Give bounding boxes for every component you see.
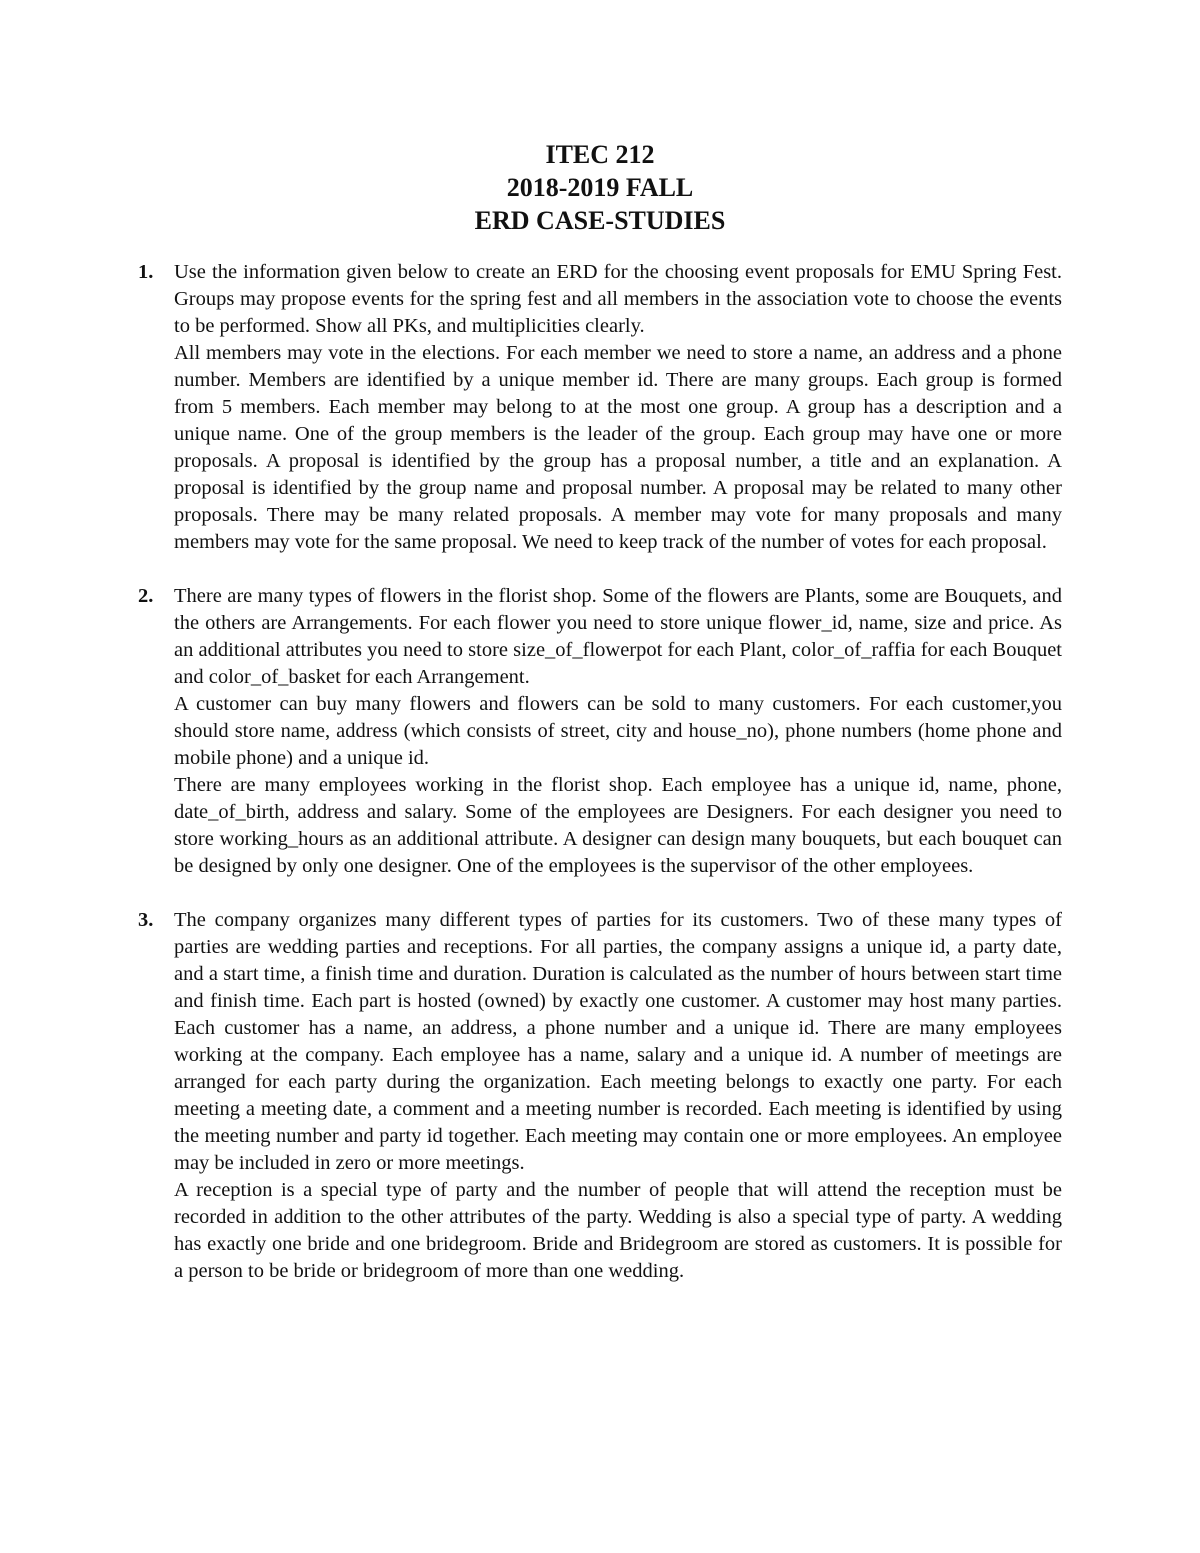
question-paragraph: Use the information given below to create an ERD for the choosing event proposals for EMU Spring Fest. Groups may propose events for the spring fest and all members in the association vote to choose the events to be performed. Show all PKs, and multiplicities clearly. [174,261,1062,337]
question-3 [138,907,1062,1285]
question-paragraph: There are many types of flowers in the florist shop. Some of the flowers are Plants, some are Bouquets, and the others are Arrangements. For each flower you need to store unique flower_id, name, size and price. As an additional attributes you need to store size_of_flowerpot for each Plant, color_of_raffia for each Bouquet and color_of_basket for each Arrangement. [174,585,1062,688]
question-paragraph: All members may vote in the elections. For each member we need to store a name, an address and a phone number. Members are identified by a unique member id. There are many groups. Each group is formed from 5 members. Each member may belong to at the most one group. A group has a description and a unique name. One of the group members is the leader of the group. Each group may have one or more proposals. A proposal is identified by the group has a proposal number, a title and an explanation. A proposal is identified by the group name and proposal number. A proposal may be related to many other proposals. There may be many related proposals. A member may vote for many proposals and many members may vote for the same proposal. We need to keep track of the number of votes for each proposal. [174,342,1062,553]
question-2 [138,583,1062,880]
question-paragraph: A reception is a special type of party and the number of people that will attend the reception must be recorded in addition to the other attributes of the party. Wedding is also a special type of party. A wedding has exactly one bride and one bridegroom. Bride and Bridegroom are stored as customers. It is possible for a person to be bride or bridegroom of more than one wedding. [174,1179,1062,1282]
course-code: ITEC 212 [545,140,655,169]
question-paragraph: The company organizes many different types of parties for its customers. Two of these many types of parties are wedding parties and receptions. For all parties, the company assigns a unique id, a party date, and a start time, a finish time and duration. Duration is calculated as the number of hours between start time and finish time. Each part is hosted (owned) by exactly one customer. A customer may host many parties. Each customer has a name, an address, a phone number and a unique id. There are many employees working at the company. Each employee has a name, salary and a unique id. A number of meetings are arranged for each party during the organization. Each meeting belongs to exactly one party. For each meeting a meeting date, a comment and a meeting number is recorded. Each meeting is identified by using the meeting number and party id together. Each meeting may contain one or more employees. An employee may be included in zero or more meetings. [174,909,1062,1174]
question-1 [138,259,1062,556]
question-list [138,259,1062,1312]
question-paragraph: There are many employees working in the florist shop. Each employee has a unique id, name, phone, date_of_birth, address and salary. Some of the employees are Designers. For each designer you need to store working_hours as an additional attribute. A designer can design many bouquets, but each bouquet can be designed by only one designer. One of the employees is the supervisor of the other employees. [174,774,1062,877]
term-label: 2018-2019 FALL [506,173,694,202]
question-number: 2. [138,585,154,607]
document-header [0,138,1200,237]
question-paragraph: A customer can buy many flowers and flowers can be sold to many customers. For each customer,you should store name, address (which consists of street, city and house_no), phone numbers (home phone and mobile phone) and a unique id. [174,693,1062,769]
document-title: ERD CASE-STUDIES [474,206,726,235]
question-number: 1. [138,261,154,283]
question-number: 3. [138,909,154,931]
